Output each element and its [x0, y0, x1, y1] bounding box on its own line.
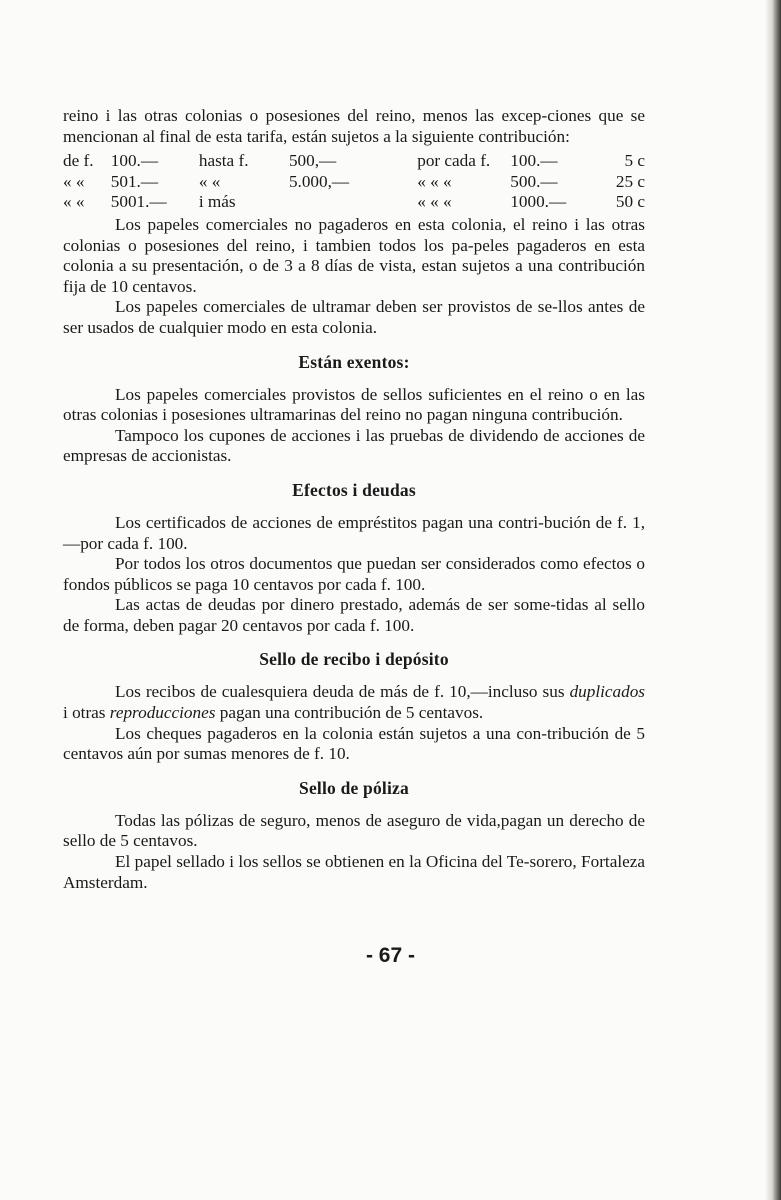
rate-cell: 5 c: [624, 151, 645, 171]
rate-row: [63, 151, 645, 172]
paragraph: Tampoco los cupones de acciones i las pruebas de dividendo de acciones de empresas de accionistas.: [63, 425, 645, 466]
rate-cell: 1000.—: [510, 192, 567, 212]
section-heading-recibo: Sello de recibo i depósito: [259, 649, 449, 670]
paragraph: Los cheques pagaderos en la colonia están sujetos a una con-tribución de 5 centavos aún por sumas menores de f. 10.: [63, 723, 645, 764]
paragraph: [63, 682, 645, 723]
paragraph: El papel sellado i los sellos se obtienen en la Oficina del Te-sorero, Fortaleza Amsterdam.: [63, 852, 645, 892]
paragraph: Los papeles comerciales no pagaderos en esta colonia, el reino i las otras colonias o posesiones del reino, i tambien todos los pa-peles pagaderos en esta colonia a su presentación, o de 3 a 8 días de vista, estan sujetos a una contribución fija de 10 centavos.: [63, 214, 645, 296]
paragraph: Las actas de deudas por dinero prestado, además de ser some-tidas al sello de forma, deben pagar 20 centavos por cada f. 100.: [63, 595, 645, 635]
rate-cell: 100.—: [110, 151, 159, 171]
rate-cell: 100.—: [510, 151, 558, 171]
paragraph: Los certificados de acciones de empréstitos pagan una contri-bución de f. 1,—por cada f. 100.: [63, 512, 645, 553]
paragraph-intro: reino i las otras colonias o posesiones del reino, menos las excep-ciones que se mencionan al final de esta tarifa, están sujetos a la siguiente contribución:: [63, 106, 645, 146]
rate-cell: « « «: [417, 192, 452, 212]
rate-cell: 50 c: [615, 192, 645, 212]
section-heading-efectos: Efectos i deudas: [292, 479, 416, 500]
rate-cell: 5.000,—: [288, 171, 350, 191]
paragraph: Los papeles comerciales de ultramar deben ser provistos de se-llos antes de ser usados de cualquier modo en esta colonia.: [63, 297, 645, 337]
text-run: i otras: [63, 703, 110, 723]
rate-cell: hasta f.: [198, 151, 249, 171]
rate-row: [63, 192, 645, 213]
rate-cell: [289, 192, 417, 213]
text-run: Los recibos de cualesquiera deuda de más de f. 10,—incluso sus: [115, 682, 570, 702]
page-body: [63, 106, 645, 893]
rate-cell: « « «: [417, 171, 452, 191]
rate-cell: 25 c: [615, 171, 645, 191]
text-run: pagan una contribución de 5 centavos.: [215, 703, 484, 723]
rate-cell: « «: [63, 192, 85, 212]
rate-cell: 500.—: [510, 171, 558, 191]
rate-cell: 500,—: [288, 151, 337, 171]
book-page-edge: [765, 0, 781, 1200]
paragraph: Todas las pólizas de seguro, menos de aseguro de vida,pagan un derecho de sello de 5 centavos.: [63, 810, 645, 851]
rate-cell: 5001.—: [110, 192, 167, 212]
rate-cell: « «: [63, 171, 85, 191]
section-heading-exentos: Están exentos:: [298, 351, 410, 372]
paragraph: Los papeles comerciales provistos de sellos suficientes en el reino o en las otras colonias i posesiones ultramarinas del reino no pagan ninguna contribución.: [63, 384, 645, 425]
rate-cell: « «: [198, 171, 221, 191]
rate-cell: i más: [198, 192, 236, 212]
rate-row: [63, 172, 645, 193]
section-heading-poliza: Sello de póliza: [299, 777, 409, 798]
italic-text: duplicados: [569, 682, 645, 702]
italic-text: reproducciones: [109, 703, 216, 723]
paragraph: Por todos los otros documentos que puedan ser considerados como efectos o fondos públicos se paga 10 centavos por cada f. 100.: [63, 554, 645, 594]
rate-cell: por cada f.: [417, 151, 491, 171]
rate-table: [63, 151, 645, 213]
rate-cell: 501.—: [110, 171, 159, 191]
rate-cell: de f.: [63, 151, 94, 171]
page-number: - 67 -: [365, 944, 415, 967]
